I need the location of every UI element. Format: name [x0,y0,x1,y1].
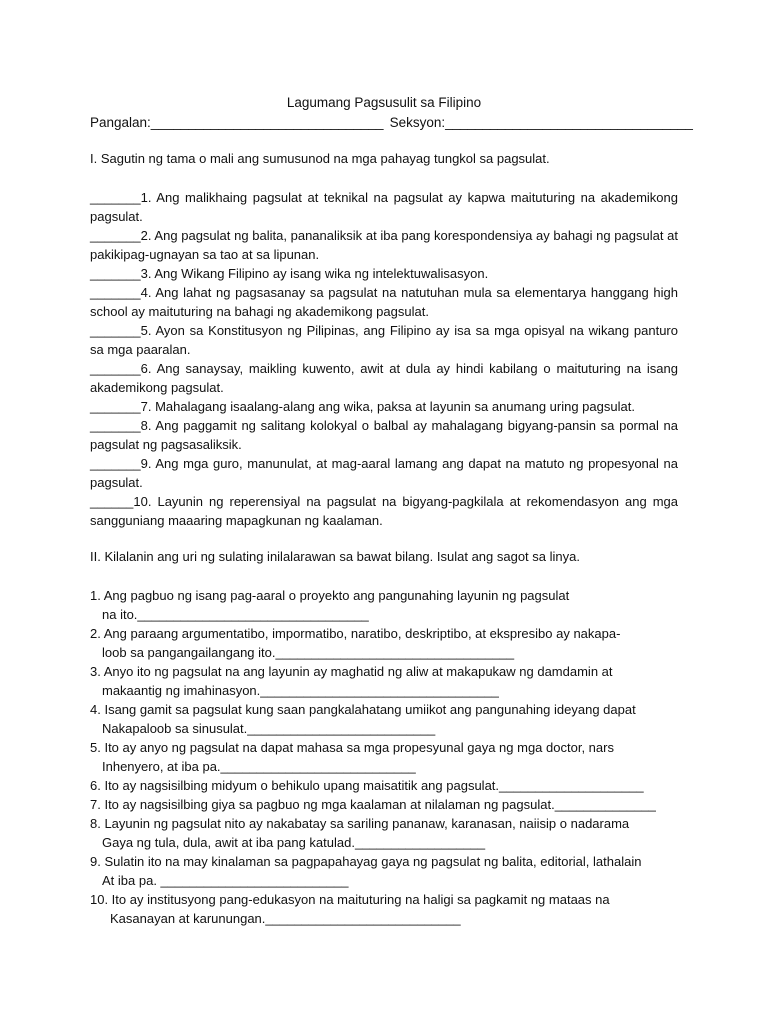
true-false-item: _______6. Ang sanaysay, maikling kuwento, awit at dula ay hindi kabilang o maituturing na isang akademikong pagsulat. [90,361,678,395]
part1-items [90,188,678,530]
true-false-item: ______10. Layunin ng reperensiyal na pagsulat na bigyang-pagkilala at rekomendasyon ang mga sangguniang maaaring mapagkunan ng kaalaman. [90,494,678,528]
answer-line: makaantig ng imahinasyon._________________________________ [102,683,499,698]
true-false-item: _______7. Mahalagang isaalang-alang ang wika, paksa at layunin sa anumang uring pagsulat. [90,399,635,414]
question-line: 6. Ito ay nagsisilbing midyum o behikulo upang maisatitik ang pagsulat.____________________ [90,778,644,793]
identification-item [90,586,690,624]
true-false-item: _______2. Ang pagsulat ng balita, pananaliksik at iba pang korespondensiya ay bahagi ng pagsulat at pakikipag-ugnayan sa tao at sa lipunan. [90,228,678,262]
identification-item [90,700,690,738]
identification-item [90,852,690,890]
identification-item [90,776,690,795]
question-line: 10. Ito ay institusyong pang-edukasyon na maituturing na haligi sa pagkamit ng mataas na [90,892,610,907]
answer-line: Nakapaloob sa sinusulat.__________________________ [102,721,436,736]
identification-item [90,738,690,776]
document-title: Lagumang Pagsusulit sa Filipino [286,95,482,110]
answer-line: Inhenyero, at iba pa.___________________________ [102,759,416,774]
part2-instruction: II. Kilalanin ang uri ng sulating inilalarawan sa bawat bilang. Isulat ang sagot sa linya. [90,549,580,564]
identification-item [90,890,690,928]
identification-item [90,814,690,852]
answer-line: loob sa pangangailangang ito._________________________________ [102,645,515,660]
identification-item [90,662,690,700]
question-line: 8. Layunin ng pagsulat nito ay nakabatay sa sariling pananaw, karanasan, naiisip o nadarama [90,816,630,831]
student-info-row [90,115,693,130]
answer-line: Kasanayan at karunungan.___________________________ [110,911,461,926]
identification-item [90,795,690,814]
section-field[interactable]: Seksyon:_________________________________ [389,115,693,130]
true-false-item: _______8. Ang paggamit ng salitang kolokyal o balbal ay mahalagang bigyang-pansin sa pormal na pagsulat ng pagsasaliksik. [90,418,678,452]
question-line: 5. Ito ay anyo ng pagsulat na dapat mahasa sa mga propesyunal gaya ng mga doctor, nars [90,740,614,755]
question-line: 2. Ang paraang argumentatibo, impormatibo, naratibo, deskriptibo, at ekspresibo ay nakapa- [90,626,621,641]
answer-line: na ito.________________________________ [102,607,369,622]
answer-line: Gaya ng tula, dula, awit at iba pang katulad.__________________ [102,835,486,850]
part1-instruction: I. Sagutin ng tama o mali ang sumusunod na mga pahayag tungkol sa pagsulat. [90,151,550,166]
true-false-item: _______4. Ang lahat ng pagsasanay sa pagsulat na natutuhan mula sa elementarya hanggang high school ay maituturing na bahagi ng akademikong pagsulat. [90,285,678,319]
true-false-item: _______9. Ang mga guro, manunulat, at mag-aaral lamang ang dapat na matuto ng propesyonal na pagsulat. [90,456,678,490]
question-line: 3. Anyo ito ng pagsulat na ang layunin ay maghatid ng aliw at makapukaw ng damdamin at [90,664,613,679]
question-line: 1. Ang pagbuo ng isang pag-aaral o proyekto ang pangunahing layunin ng pagsulat [90,588,570,603]
true-false-item: _______5. Ayon sa Konstitusyon ng Pilipinas, ang Filipino ay isa sa mga opisyal na wikang panturo sa mga paaralan. [90,323,678,357]
answer-line: At iba pa. __________________________ [102,873,349,888]
question-line: 9. Sulatin ito na may kinalaman sa pagpapahayag gaya ng pagsulat ng balita, editorial, lathalain [90,854,642,869]
identification-item [90,624,690,662]
true-false-item: _______1. Ang malikhaing pagsulat at teknikal na pagsulat ay kapwa maituturing na akademikong pagsulat. [90,190,678,224]
name-field[interactable]: Pangalan:_______________________________ [90,115,384,130]
true-false-item: _______3. Ang Wikang Filipino ay isang wika ng intelektuwalisasyon. [90,266,489,281]
part2-items [90,586,690,928]
question-line: 4. Isang gamit sa pagsulat kung saan pangkalahatang umiikot ang pangunahing ideyang dapat [90,702,636,717]
question-line: 7. Ito ay nagsisilbing giya sa pagbuo ng mga kaalaman at nilalaman ng pagsulat.______________ [90,797,656,812]
